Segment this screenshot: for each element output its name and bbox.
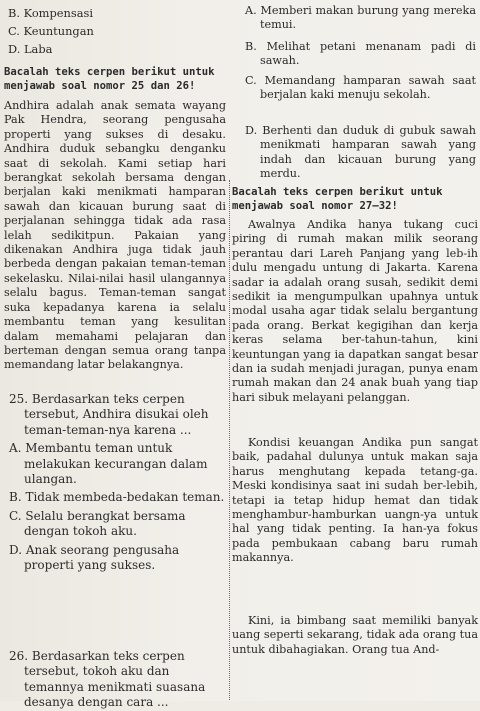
option-a-memberi-makan[interactable]: A. Memberi makan burung yang mereka temui. [245,4,476,32]
question-25-stem: 25. Berdasarkan teks cerpen tersebut, Andhira disukai oleh teman-teman-nya karena ... [9,392,209,437]
option-c-keuntungan: C. Keuntungan [8,24,94,38]
question-26 [4,649,226,711]
option-c-memandang-sawah[interactable]: C. Memandang hamparan sawah saat berjalan kaki menuju sekolah. [245,74,476,102]
question-25-number: 25. [9,392,29,406]
option-d-laba: D. Laba [8,42,53,56]
story-andika-part3: Kini, ia bimbang saat memiliki banyak uang seperti sekarang, tidak ada orang tua untuk dibahagiakan. Orang tua And- [232,614,478,656]
instruction-27-32: Bacalah teks cerpen berikut untuk menjawab soal nomor 27—32! [232,186,443,212]
option-d-berhenti-di-gubuk[interactable]: D. Berhenti dan duduk di gubuk sawah menikmati hamparan sawah yang indah dan kicauan burung yang merdu. [245,124,476,181]
question-25-option-b[interactable]: B. Tidak membeda-bedakan teman. [9,490,225,505]
question-25-option-d[interactable]: D. Anak seorang pengusaha properti yang sukses. [9,542,180,573]
option-b-melihat-petani[interactable]: B. Melihat petani menanam padi di sawah. [245,40,476,68]
story-andhira: Andhira adalah anak semata wayang Pak Hendra, seorang pengusaha properti yang sukses di desaku. Andhira duduk sebangku denganku saat di sekolah. Kami setiap hari berangkat sekolah bersama dengan berjalan kaki menikmati hamparan sawah dan kicauan burung saat di perjalanan sehingga tidak ada rasa lelah sedikitpun. Pakaian yang dikenakan Andhira juga tidak jauh berbeda dengan pakaian teman-teman sekelasku. Nilai-nilai hasil ulangannya selalu bagus. Teman-teman sangat suka kepadanya karena ia selalu membantu teman yang kesulitan dalam memahami pelajaran dan berteman dengan semua orang tanpa memandang latar belakangnya. [4,99,226,372]
question-25-option-c[interactable]: C. Selalu berangkat bersama dengan tokoh aku. [9,508,186,539]
question-25-option-a[interactable]: A. Membantu teman untuk melakukan kecurangan dalam ulangan. [9,441,208,487]
column-divider [229,180,230,700]
question-25 [4,392,226,573]
instruction-25-26: Bacalah teks cerpen berikut untuk menjawab soal nomor 25 dan 26! [4,66,215,92]
story-andika-part1: Awalnya Andika hanya tukang cuci piring di rumah makan milik seorang perantau dari Lareh Panjang yang leb-ih dulu mengadu untung di Jakarta. Karena sadar ia adalah orang susah, sedikit demi sedikit ia mengumpulkan upahnya untuk modal usaha agar tidak selalu bergantung pada orang. Berkat kegigihan dan kerja keras selama ber-tahun-tahun, kini keuntungan yang ia dapatkan sangat besar dan ia sudah menjadi juragan, punya enam rumah makan dan 24 anak buah yang tiap hari sibuk melayani pelanggan. [232,218,478,404]
question-26-stem: 26. Berdasarkan teks cerpen tersebut, tokoh aku dan temannya menikmati suasana desanya dengan cara ... [9,649,206,710]
question-26-number: 26. [9,649,29,663]
story-andika-part2: Kondisi keuangan Andika pun sangat baik, padahal dulunya untuk makan saja harus menghutang kepada tetang-ga. Meski kondisinya saat ini sudah ber-lebih, tetapi ia tetap hidup hemat dan tidak menghambur-hamburkan uangn-ya untuk hal yang tidak penting. Ia han-ya fokus pada pembukaan cabang baru rumah makannya. [232,436,478,565]
option-b-kompensasi: B. Kompensasi [8,6,93,20]
